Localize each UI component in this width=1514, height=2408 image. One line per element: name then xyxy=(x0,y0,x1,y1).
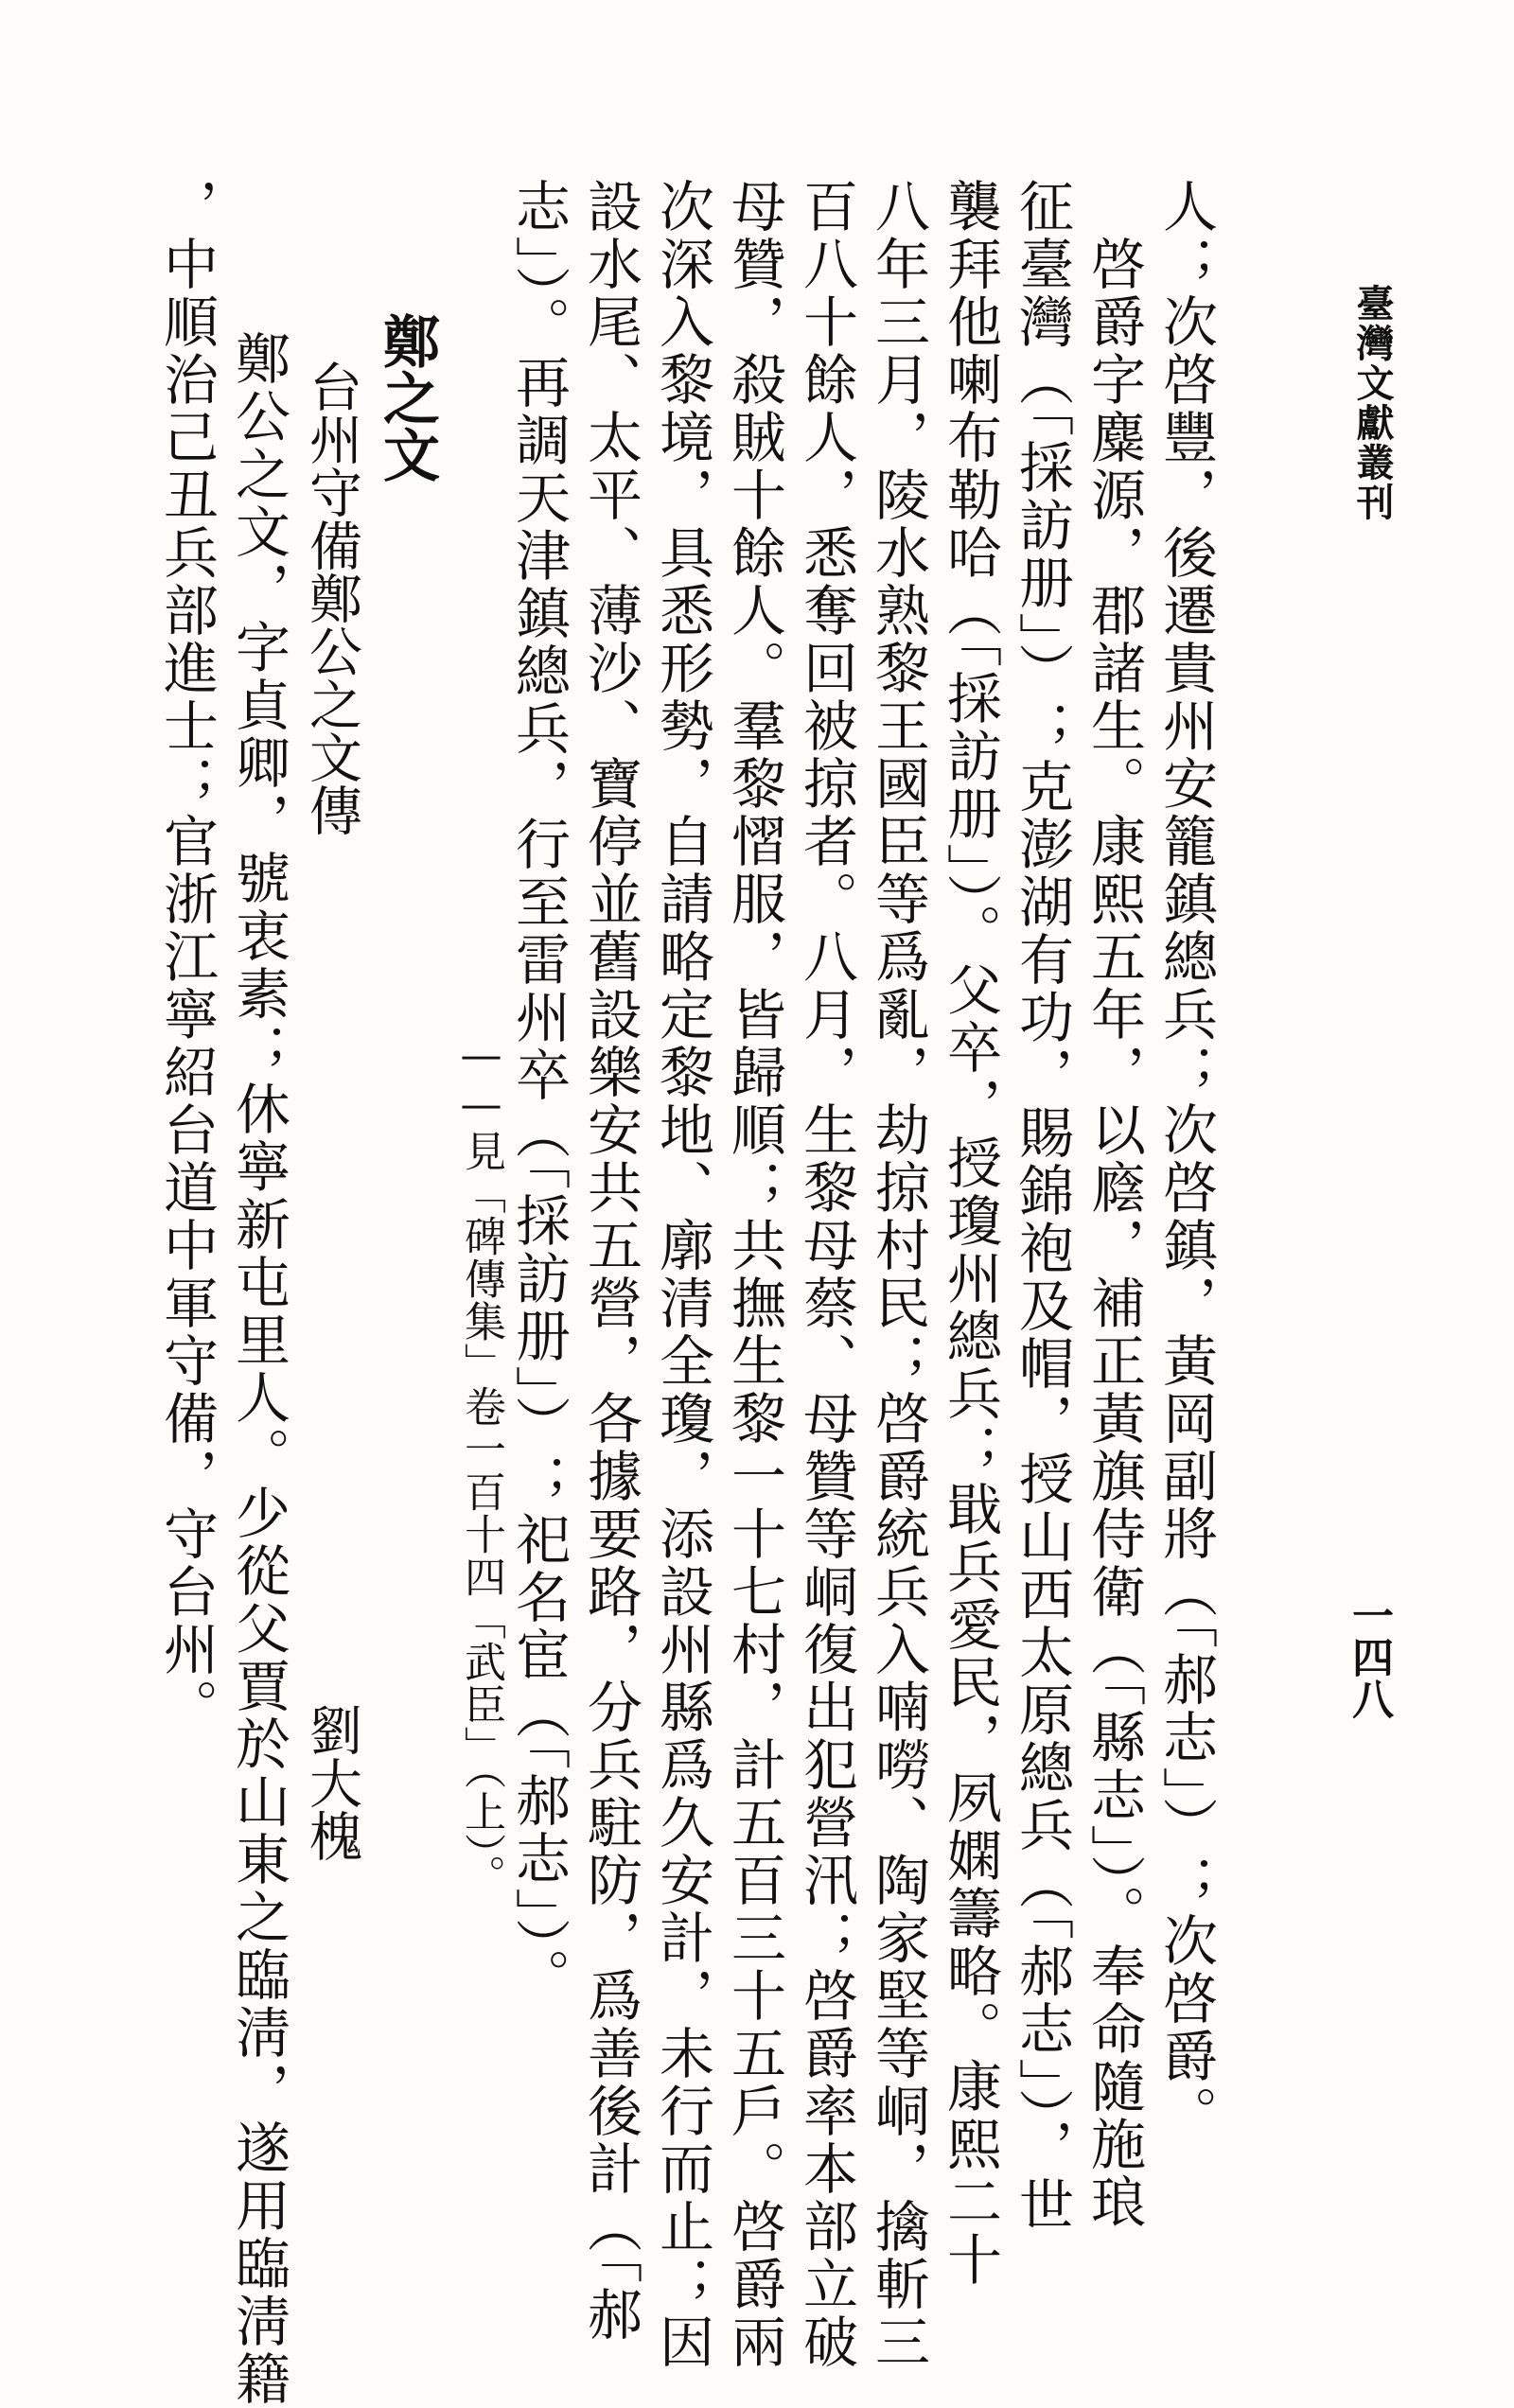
text-column: 八年三月，陵水熟黎王國臣等爲亂，劫掠村民；啓爵統兵入喃嘮、陶家堅等峒，擒斬三 xyxy=(866,178,930,2371)
text-column: 襲拜他喇布勒哈（「採訪册」）。父卒，授瓊州總兵；戢兵愛民，夙嫻籌略。康熙二十 xyxy=(938,178,1002,2289)
text-column: 啓爵字麋源，郡諸生。康熙五年，以廕，補正黃旗侍衛（「縣志」）。奉命隨施琅 xyxy=(1082,178,1146,2231)
text-column: ，中順治己丑兵部進士；官浙江寧紹台道中軍守備，守台州。 xyxy=(154,178,219,1736)
text-column: 百八十餘人，悉奪回被掠者。八月，生黎母蔡、母贊等峒復出犯營汛；啓爵率本部立破 xyxy=(794,178,858,2371)
section-author: 劉大槐 xyxy=(301,1703,362,1862)
page-number: 一四八 xyxy=(1345,1594,1393,1719)
book-title: 臺灣文獻叢刊 xyxy=(1350,284,1395,522)
section-subtitle: 台州守備鄭公之文傳 xyxy=(301,360,362,836)
text-column: 征臺灣（「採訪册」）；克澎湖有功，賜錦袍及帽，授山西太原總兵（「郝志」），世 xyxy=(1010,178,1074,2234)
text-column: 次深入黎境，具悉形勢，自請略定黎地、廓清全瓊，添設州縣爲久安計，未行而止；因 xyxy=(650,178,714,2371)
text-column: 鄭公之文，字貞卿，號衷素；休寧新屯里人。少從父賈於山東之臨淸，遂用臨淸籍 xyxy=(226,272,290,2408)
text-column: 設水尾、太平、薄沙、寶停並舊設樂安共五營，各據要路，分兵駐防，爲善後計（「郝 xyxy=(578,178,643,2344)
text-column: 人；次啓豐，後遷貴州安籠鎮總兵；次啓鎮，黃岡副將（「郝志」）；次啓爵。 xyxy=(1153,178,1218,2143)
section-title: 鄭之文 xyxy=(374,312,440,483)
text-column: 志」）。再調天津鎮總兵，行至雷州卒（「採訪册」）；祀名宦（「郝志」）。 xyxy=(506,178,571,2006)
source-citation: ——見「碑傳集」卷一百十四「武臣」（上）。 xyxy=(457,1031,505,1897)
text-column: 母贊，殺賊十餘人。羣黎慴服，皆歸順；共撫生黎一十七村，計五百三十五戶。啓爵兩 xyxy=(722,178,786,2371)
